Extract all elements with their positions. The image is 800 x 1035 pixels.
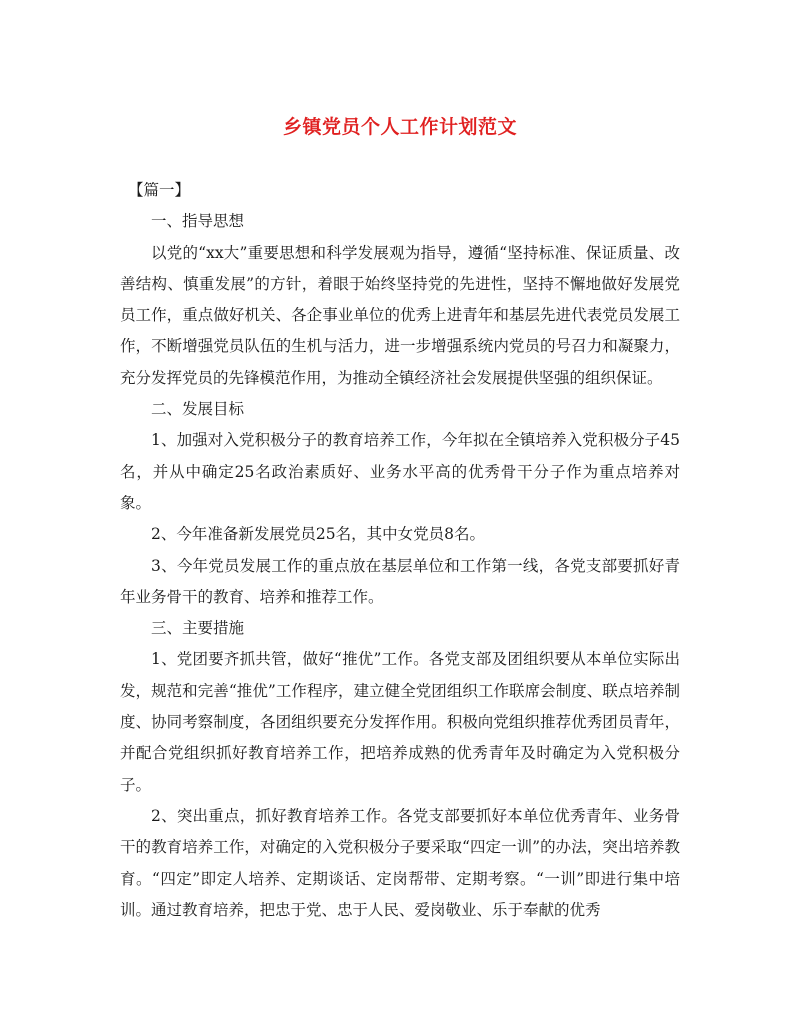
measure-item-2: 2、突出重点，抓好教育培养工作。各党支部要抓好本单位优秀青年、业务骨干的教育培养工作，对确定的入党积极分子要采取“四定一训”的办法，突出培养教育。“四定”即定人培养、定期谈话、定岗帮带、定期考察。“一训”即进行集中培训。通过教育培养，把忠于党、忠于人民、爱岗敬业、乐于奉献的优秀 bbox=[120, 806, 680, 919]
section-mark: 【篇一】 bbox=[128, 181, 191, 199]
document-body bbox=[120, 175, 680, 926]
heading-development-goals: 二、发展目标 bbox=[151, 400, 245, 419]
goal-item-3: 3、今年党员发展工作的重点放在基层单位和工作第一线，各党支部要抓好青年业务骨干的教育、培养和推荐工作。 bbox=[120, 556, 680, 606]
heading-guiding-thought: 一、指导思想 bbox=[151, 212, 245, 231]
goal-item-1: 1、加强对入党积极分子的教育培养工作，今年拟在全镇培养入党积极分子45名，并从中确定25名政治素质好、业务水平高的优秀骨干分子作为重点培养对象。 bbox=[120, 431, 680, 512]
heading-main-measures: 三、主要措施 bbox=[151, 619, 245, 638]
goal-item-2: 2、今年准备新发展党员25名，其中女党员8名。 bbox=[151, 525, 485, 544]
paragraph-guiding-thought: 以党的“xx大”重要思想和科学发展观为指导，遵循“坚持标准、保证质量、改善结构、慎重发展”的方针，着眼于始终坚持党的先进性，坚持不懈地做好发展党员工作，重点做好机关、各企事业单位的优秀上进青年和基层先进代表党员发展工作，不断增强党员队伍的生机与活力，进一步增强系统内党员的号召力和凝聚力，充分发挥党员的先锋模范作用，为推动全镇经济社会发展提供坚强的组织保证。 bbox=[120, 243, 680, 387]
measure-item-1: 1、党团要齐抓共管，做好“推优”工作。各党支部及团组织要从本单位实际出发，规范和完善“推优”工作程序，建立健全党团组织工作联席会制度、联点培养制度、协同考察制度，各团组织要充分发挥作用。积极向党组织推荐优秀团员青年，并配合党组织抓好教育培养工作，把培养成熟的优秀青年及时确定为入党积极分子。 bbox=[120, 650, 680, 794]
document-title: 乡镇党员个人工作计划范文 bbox=[282, 116, 517, 138]
